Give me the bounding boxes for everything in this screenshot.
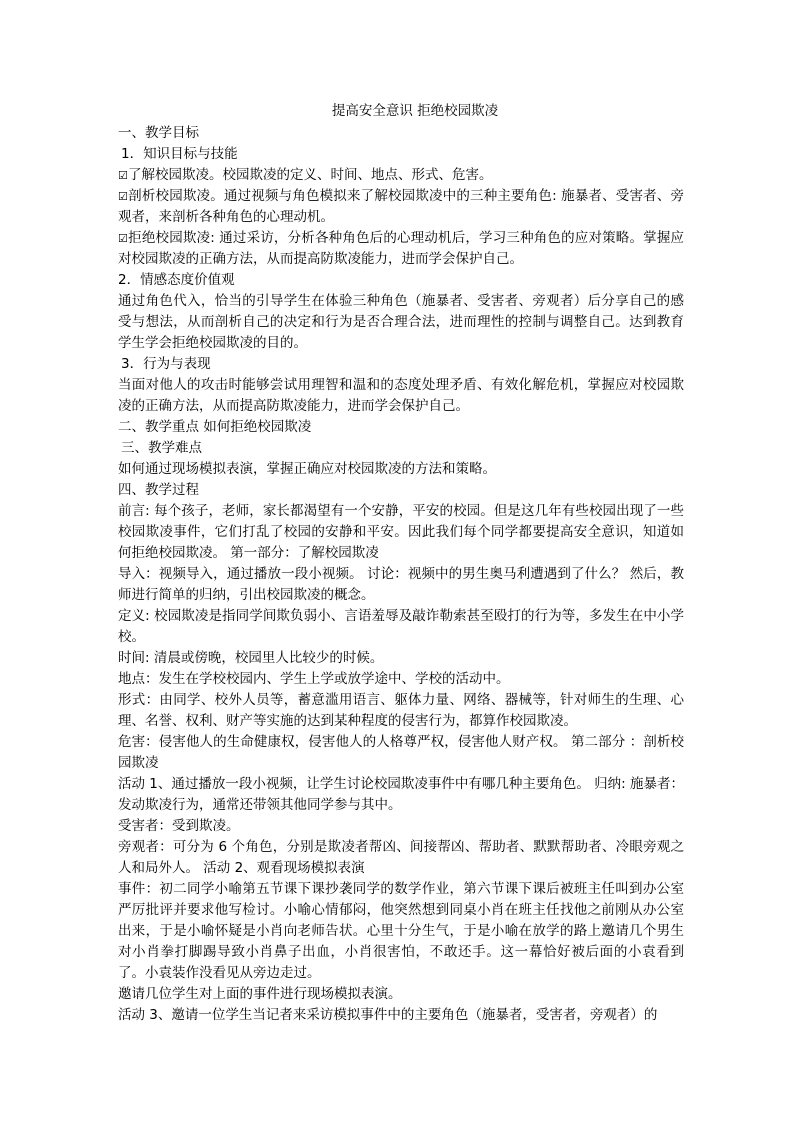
list-item: ☑剖析校园欺凌。通过视频与角色模拟来了解校园欺凌中的三种主要角色: 施暴者、受害者、旁观者，来剖析各种角色的心理动机。 <box>118 188 684 225</box>
section-heading-objectives: 一、教学目标 <box>118 125 199 141</box>
paragraph: 时间: 清晨或傍晚，校园里人比较少的时候。 <box>118 650 384 666</box>
subheading-knowledge: 1．知识目标与技能 <box>121 146 238 162</box>
paragraph: 当面对他人的攻击时能够尝试用理智和温和的态度处理矛盾、有效化解危机，掌握应对校园欺凌的正确方法，从而提高防欺凌能力，进而学会保护自己。 <box>118 377 684 414</box>
paragraph: 导入：视频导入，通过播放一段小视频。 讨论：视频中的男生奥马利遭遇到了什么？ 然后，教师进行简单的归纳，引出校园欺凌的概念。 <box>118 566 684 603</box>
list-item: ☑了解校园欺凌。校园欺凌的定义、时间、地点、形式、危害。 <box>118 165 684 186</box>
section-heading-difficulty: 三、教学难点 <box>121 440 202 456</box>
checkbox-bullet-icon: ☑ <box>118 169 128 182</box>
paragraph: 如何通过现场模拟表演，掌握正确应对校园欺凌的方法和策略。 <box>118 461 496 477</box>
document-title: 提高安全意识 拒绝校园欺凌 <box>331 103 499 119</box>
subheading-behavior: 3．行为与表现 <box>121 356 211 372</box>
paragraph: 危害：侵害他人的生命健康权，侵害他人的人格尊严权，侵害他人财产权。 第二部分 ：剖析校园欺凌 <box>118 734 684 771</box>
document-body <box>118 102 684 1026</box>
subheading-attitude: 2．情感态度价值观 <box>118 272 235 288</box>
paragraph: 前言: 每个孩子，老师，家长都渴望有一个安静，平安的校园。但是这几年有些校园出现了一些校园欺凌事件，它们打乱了校园的安静和平安。因此我们每个同学都要提高安全意识，知道如何拒绝校园欺凌。 第一部分：了解校园欺凌 <box>118 503 684 561</box>
paragraph: 受害者：受到欺凌。 <box>118 818 240 834</box>
paragraph: 活动 1、通过播放一段小视频，让学生讨论校园欺凌事件中有哪几种主要角色。 归纳: 施暴者：发动欺凌行为，通常还带领其他同学参与其中。 <box>118 776 685 813</box>
list-item: ☑拒绝校园欺凌: 通过采访，分析各种角色后的心理动机后，学习三种角色的应对策略。掌握应对校园欺凌的正确方法，从而提高防欺凌能力，进而学会保护自己。 <box>118 230 684 267</box>
paragraph: 定义: 校园欺凌是指同学间欺负弱小、言语羞辱及敲诈勒索甚至殴打的行为等，多发生在中小学校。 <box>118 608 684 645</box>
paragraph: 活动 3、邀请一位学生当记者来采访模拟事件中的主要角色（施暴者，受害者，旁观者）的 <box>118 1007 658 1023</box>
checkbox-bullet-icon: ☑ <box>118 190 128 203</box>
section-heading-key-point: 二、教学重点 如何拒绝校园欺凌 <box>118 419 312 435</box>
paragraph: 邀请几位学生对上面的事件进行现场模拟表演。 <box>118 986 402 1002</box>
paragraph: 事件：初二同学小喻第五节课下课抄袭同学的数学作业，第六节课下课后被班主任叫到办公室严厉批评并要求他写检讨。小喻心情郁闷，他突然想到同桌小肖在班主任找他之前刚从办公室出来，于是小喻怀疑是小肖向老师告状。心里十分生气，于是小喻在放学的路上邀请几个男生对小肖拳打脚踢导致小肖鼻子出血，小肖很害怕，不敢还手。这一幕恰好被后面的小袁看到了。小袁装作没看见从旁边走过。 <box>118 881 684 981</box>
checkbox-bullet-icon: ☑ <box>118 232 128 245</box>
section-heading-process: 四、教学过程 <box>118 482 199 498</box>
paragraph: 形式：由同学、校外人员等，蓄意滥用语言、躯体力量、网络、器械等，针对师生的生理、心理、名誉、权利、财产等实施的达到某种程度的侵害行为，都算作校园欺凌。 <box>118 692 684 729</box>
paragraph: 通过角色代入，恰当的引导学生在体验三种角色（施暴者、受害者、旁观者）后分享自己的感受与想法，从而剖析自己的决定和行为是否合理合法，进而理性的控制与调整自己。达到教育学生学会拒绝校园欺凌的目的。 <box>118 293 684 351</box>
paragraph: 旁观者：可分为 6 个角色，分别是欺凌者帮凶、间接帮凶、帮助者、默默帮助者、冷眼旁观之人和局外人。 活动 2、观看现场模拟表演 <box>118 839 684 876</box>
paragraph: 地点：发生在学校校园内、学生上学或放学途中、学校的活动中。 <box>118 671 510 687</box>
